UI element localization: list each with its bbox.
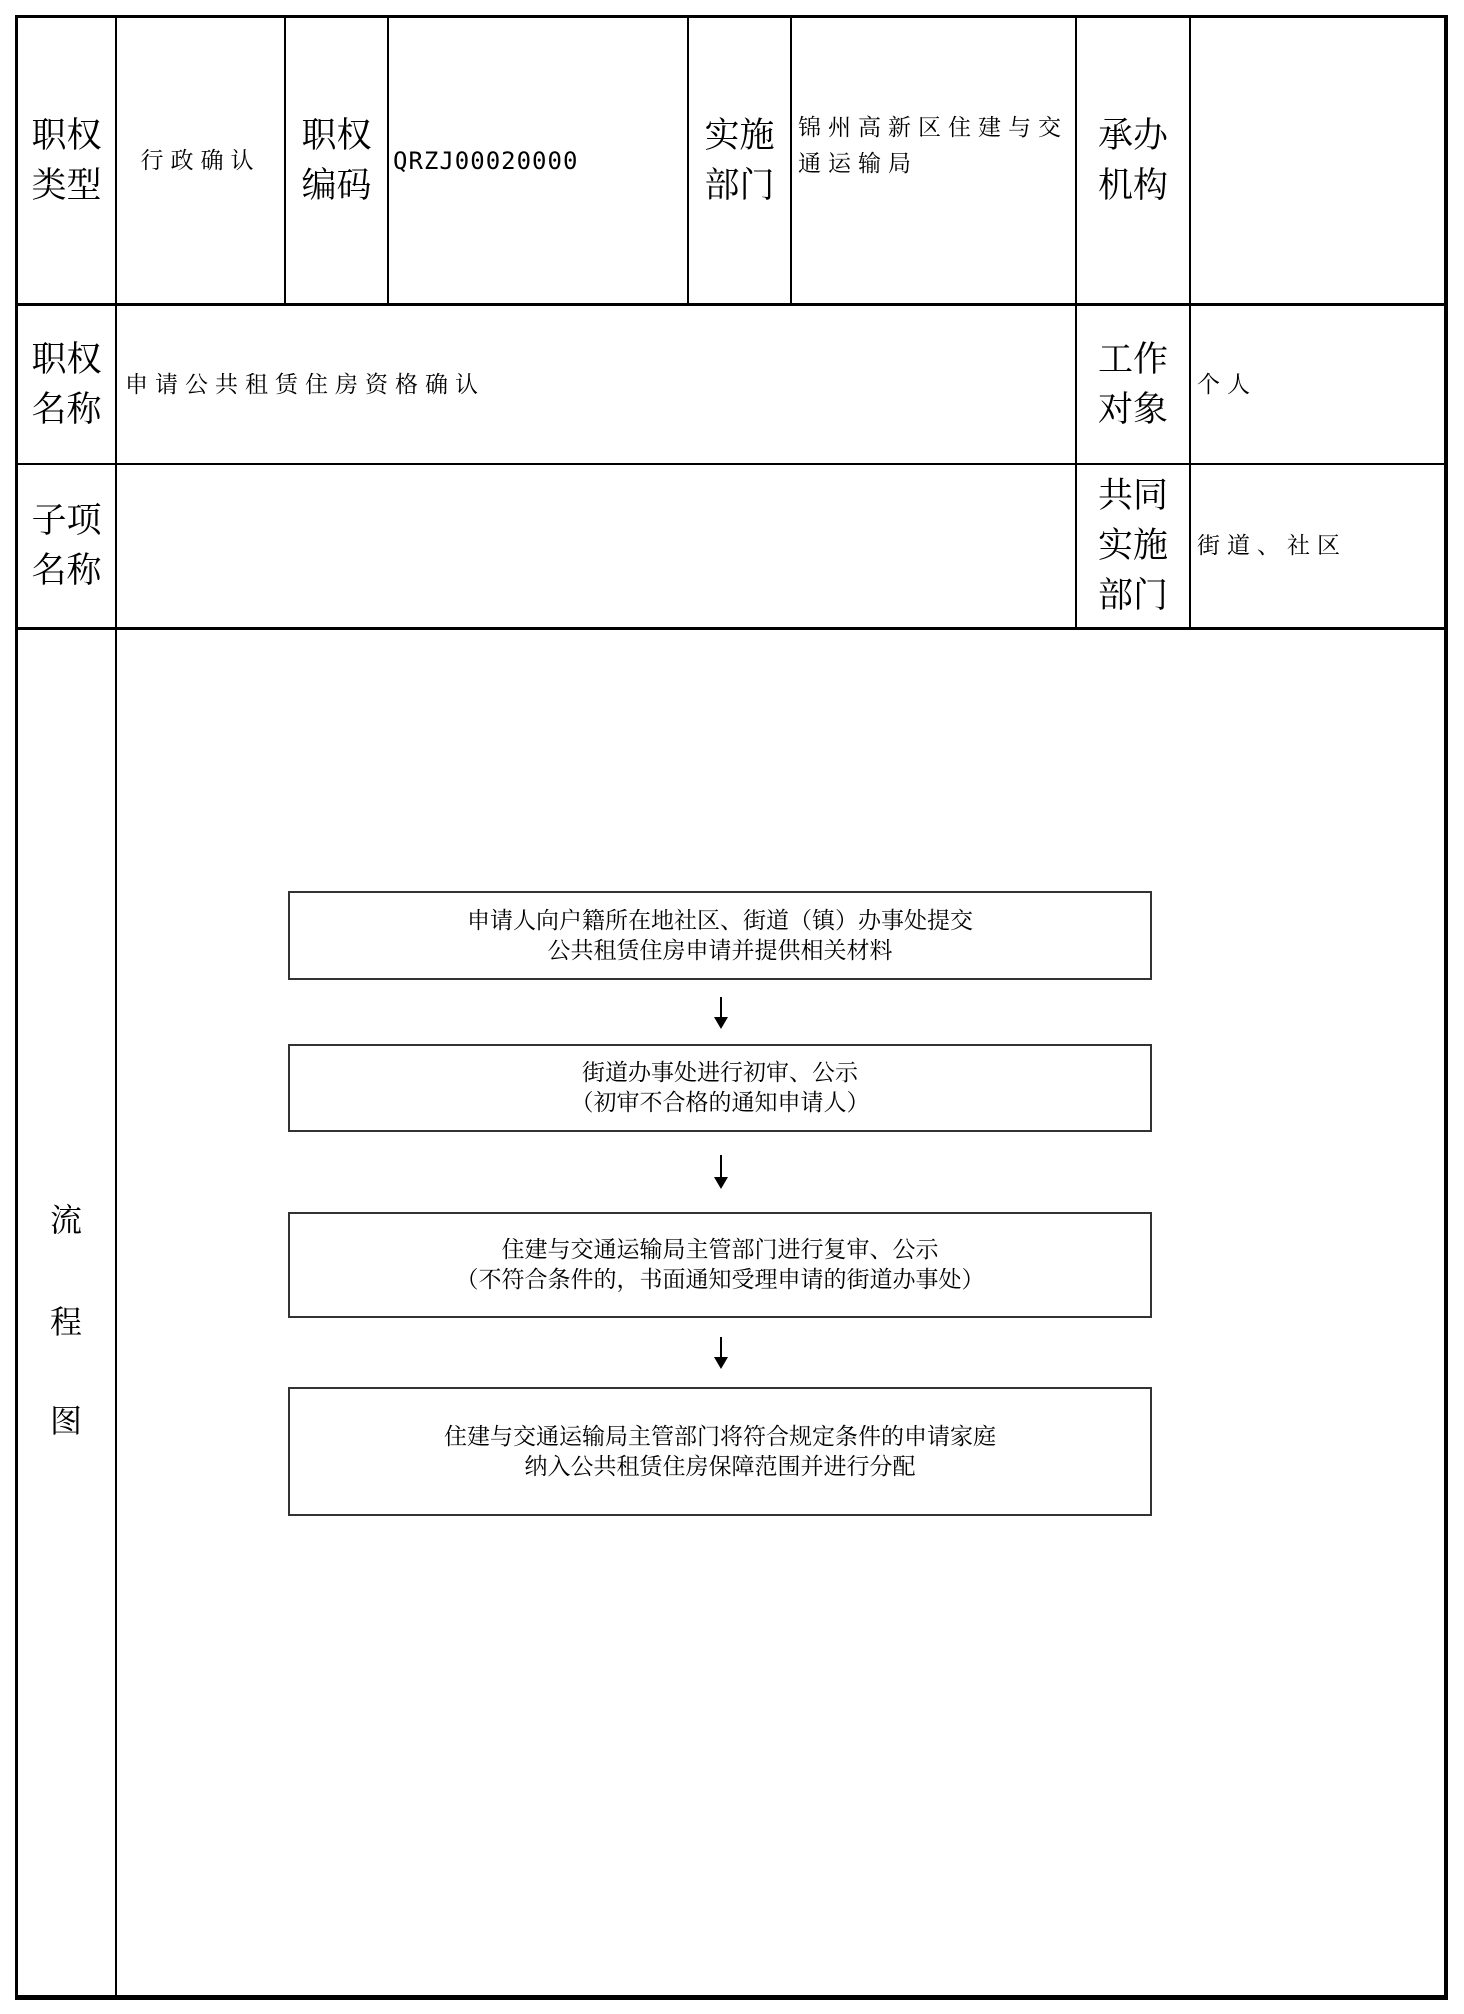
power-code-value xyxy=(393,18,687,303)
work-target-label-text: 工作对象 xyxy=(1097,339,1168,430)
work-target-label xyxy=(1077,306,1189,463)
down-arrow-icon xyxy=(711,997,731,1029)
flow-step-line: 街道办事处进行初审、公示 xyxy=(582,1060,858,1086)
power-name-value xyxy=(125,306,1065,463)
power-type-value xyxy=(117,18,284,303)
down-arrow-icon xyxy=(711,1337,731,1369)
col-divider xyxy=(115,15,117,2000)
table-border-bottom xyxy=(15,1995,1448,2000)
joint-dept-label xyxy=(1077,465,1189,627)
power-type-value-text: 行政确认 xyxy=(140,147,261,174)
sub-item-label-text: 子项名称 xyxy=(31,501,102,591)
sub-item-label xyxy=(18,465,115,627)
flow-step-line: 住建与交通运输局主管部门将符合规定条件的申请家庭 xyxy=(444,1423,996,1450)
implementing-dept-value-text: 锦州高新区住建与交通运输局 xyxy=(798,115,1068,177)
flow-step-line: 公共租赁住房申请并提供相关材料 xyxy=(547,937,893,964)
handling-agency-label-text: 承办机构 xyxy=(1097,115,1168,206)
flowchart-label-char: 程 xyxy=(49,1303,82,1341)
power-code-value-text: QRZJ00020000 xyxy=(393,146,579,175)
power-code-label xyxy=(286,18,387,303)
implementing-dept-label-text: 实施部门 xyxy=(704,115,775,206)
flow-step-line: 纳入公共租赁住房保障范围并进行分配 xyxy=(524,1453,916,1480)
joint-dept-value xyxy=(1197,465,1442,627)
implementing-dept-label xyxy=(689,18,790,303)
flowchart-label-char: 图 xyxy=(49,1402,82,1440)
power-name-value-text: 申请公共租赁住房资格确认 xyxy=(125,371,485,398)
col-divider xyxy=(790,15,792,305)
flow-step-line: （初审不合格的通知申请人） xyxy=(570,1090,870,1116)
table-border-right xyxy=(1444,15,1448,2000)
handling-agency-value xyxy=(1197,18,1442,303)
joint-dept-value-text: 街道、社区 xyxy=(1197,533,1347,559)
flow-step-2 xyxy=(288,1044,1152,1132)
power-name-label-text: 职权名称 xyxy=(31,339,102,430)
power-type-label xyxy=(18,18,115,303)
power-code-label-text: 职权编码 xyxy=(301,115,372,206)
flow-step-1 xyxy=(288,891,1152,980)
joint-dept-label-text: 共同实施部门 xyxy=(1097,476,1168,616)
power-name-label xyxy=(18,306,115,463)
col-divider xyxy=(387,15,389,305)
flow-step-3 xyxy=(288,1212,1152,1318)
work-target-value xyxy=(1197,306,1442,463)
implementing-dept-value xyxy=(798,110,1068,200)
down-arrow-icon xyxy=(711,1155,731,1189)
flow-step-4 xyxy=(288,1387,1152,1516)
flow-step-line: 申请人向户籍所在地社区、街道（镇）办事处提交 xyxy=(467,907,973,934)
flow-step-line: 住建与交通运输局主管部门进行复审、公示 xyxy=(501,1237,939,1263)
work-target-value-text: 个人 xyxy=(1197,371,1257,398)
power-type-label-text: 职权类型 xyxy=(31,115,102,206)
flowchart-label-char: 流 xyxy=(49,1201,82,1239)
handling-agency-label xyxy=(1077,18,1189,303)
col-divider xyxy=(1189,15,1191,629)
flow-step-line: （不符合条件的，书面通知受理申请的街道办事处） xyxy=(455,1267,985,1293)
row-divider xyxy=(15,627,1448,630)
sub-item-value xyxy=(125,465,1065,627)
